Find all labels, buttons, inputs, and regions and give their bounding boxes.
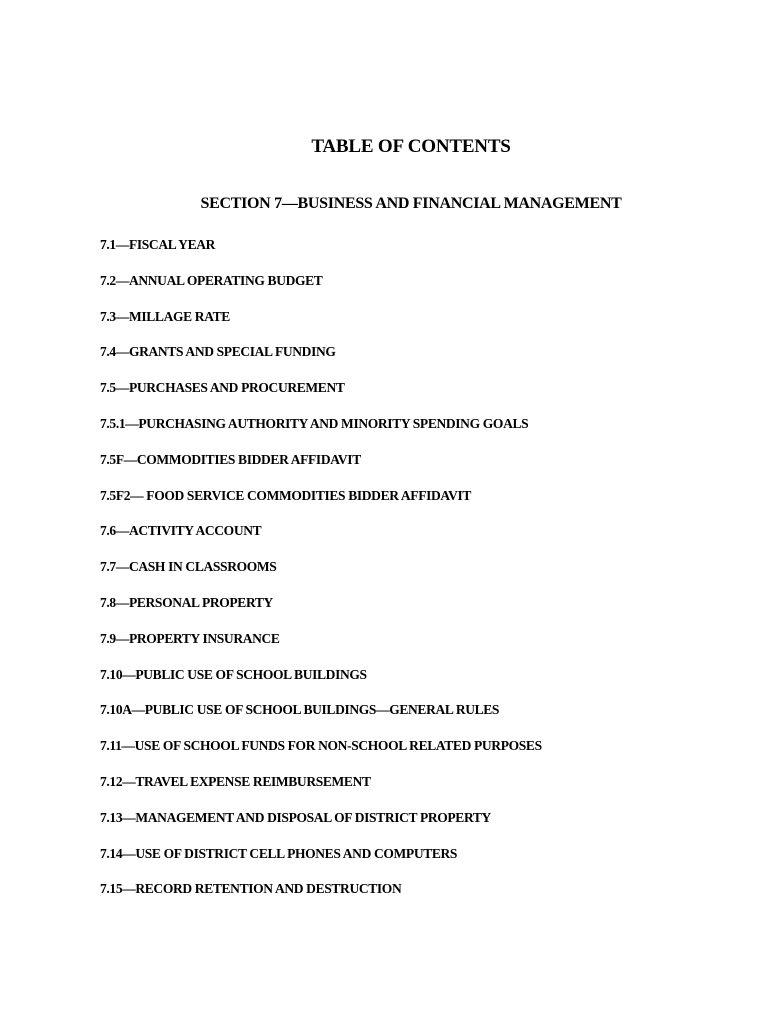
toc-entry-7-7: 7.7—CASH IN CLASSROOMS [100, 559, 277, 575]
toc-entry-7-12: 7.12—TRAVEL EXPENSE REIMBURSEMENT [100, 773, 371, 789]
toc-entry-7-5: 7.5—PURCHASES AND PROCUREMENT [100, 380, 345, 396]
toc-entry-7-11: 7.11—USE OF SCHOOL FUNDS FOR NON-SCHOOL RELATED PURPOSES [100, 738, 542, 754]
toc-entry-7-4: 7.4—GRANTS AND SPECIAL FUNDING [100, 344, 336, 360]
toc-list [100, 236, 542, 916]
toc-entry-7-5-1: 7.5.1—PURCHASING AUTHORITY AND MINORITY SPENDING GOALS [100, 415, 529, 431]
toc-entry-7-15: 7.15—RECORD RETENTION AND DESTRUCTION [100, 881, 402, 897]
toc-entry-7-6: 7.6—ACTIVITY ACCOUNT [100, 523, 262, 539]
toc-entry-7-14: 7.14—USE OF DISTRICT CELL PHONES AND COMPUTERS [100, 845, 458, 861]
toc-entry-7-5f2: 7.5F2— FOOD SERVICE COMMODITIES BIDDER AFFIDAVIT [100, 487, 472, 503]
toc-entry-7-2: 7.2—ANNUAL OPERATING BUDGET [100, 272, 323, 288]
section-heading: SECTION 7—BUSINESS AND FINANCIAL MANAGEMENT [200, 195, 622, 212]
toc-entry-7-13: 7.13—MANAGEMENT AND DISPOSAL OF DISTRICT PROPERTY [100, 809, 491, 825]
toc-entry-7-8: 7.8—PERSONAL PROPERTY [100, 594, 273, 610]
page-title: TABLE OF CONTENTS [311, 136, 511, 157]
toc-entry-7-9: 7.9—PROPERTY INSURANCE [100, 630, 280, 646]
toc-entry-7-3: 7.3—MILLAGE RATE [100, 308, 230, 324]
toc-entry-7-10a: 7.10A—PUBLIC USE OF SCHOOL BUILDINGS—GENERAL RULES [100, 702, 500, 718]
toc-entry-7-5f: 7.5F—COMMODITIES BIDDER AFFIDAVIT [100, 451, 361, 467]
toc-entry-7-10: 7.10—PUBLIC USE OF SCHOOL BUILDINGS [100, 666, 367, 682]
toc-entry-7-1: 7.1—FISCAL YEAR [100, 237, 216, 252]
